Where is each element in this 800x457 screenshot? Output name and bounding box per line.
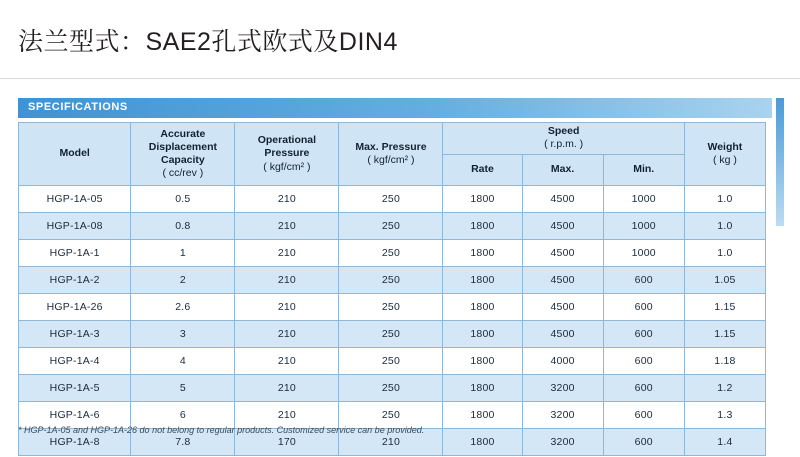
cell-displacement: 0.8 (131, 213, 235, 240)
header-model (19, 123, 131, 186)
cell-model: HGP-1A-6 (19, 402, 131, 429)
header-speed-min: Min. (603, 154, 684, 186)
cell-speed-min: 600 (603, 267, 684, 294)
cell-model: HGP-1A-3 (19, 321, 131, 348)
header-speed (443, 123, 684, 155)
cell-max-pressure: 250 (339, 321, 443, 348)
table-row (19, 240, 766, 267)
cell-model: HGP-1A-08 (19, 213, 131, 240)
cell-operational-pressure: 210 (235, 321, 339, 348)
table-row (19, 321, 766, 348)
specifications-bar (18, 98, 772, 118)
cell-displacement: 5 (131, 375, 235, 402)
cell-max-pressure: 250 (339, 240, 443, 267)
cell-weight: 1.3 (684, 402, 765, 429)
cell-speed-max: 3200 (522, 429, 603, 456)
cell-max-pressure: 250 (339, 267, 443, 294)
cell-speed-max: 4000 (522, 348, 603, 375)
footnote: * HGP-1A-05 and HGP-1A-26 do not belong to regular products. Customized service can be provided. (18, 425, 425, 435)
specifications-banner (18, 98, 778, 118)
cell-speed-max: 4500 (522, 186, 603, 213)
cell-model: HGP-1A-4 (19, 348, 131, 375)
table-row (19, 294, 766, 321)
cell-max-pressure: 250 (339, 294, 443, 321)
cell-model: HGP-1A-8 (19, 429, 131, 456)
cell-displacement: 0.5 (131, 186, 235, 213)
table-row (19, 267, 766, 294)
cell-operational-pressure: 210 (235, 348, 339, 375)
cell-displacement: 3 (131, 321, 235, 348)
page-title: 法兰型式：SAE2孔式欧式及DIN4 (18, 28, 398, 56)
cell-max-pressure: 210 (339, 429, 443, 456)
table-row (19, 375, 766, 402)
header-operational-pressure-label: Operational Pressure (257, 134, 317, 160)
cell-max-pressure: 250 (339, 375, 443, 402)
header-max-pressure (339, 123, 443, 186)
header-operational-pressure (235, 123, 339, 186)
table-header (19, 123, 766, 186)
cell-model: HGP-1A-2 (19, 267, 131, 294)
cell-speed-max: 4500 (522, 240, 603, 267)
header-weight (684, 123, 765, 186)
cell-speed-max: 3200 (522, 402, 603, 429)
cell-speed-rate: 1800 (443, 429, 522, 456)
cell-operational-pressure: 170 (235, 429, 339, 456)
cell-speed-min: 600 (603, 429, 684, 456)
cell-speed-min: 1000 (603, 213, 684, 240)
cell-weight: 1.05 (684, 267, 765, 294)
cell-operational-pressure: 210 (235, 213, 339, 240)
cell-speed-min: 600 (603, 294, 684, 321)
cell-speed-min: 1000 (603, 186, 684, 213)
cell-displacement: 2 (131, 267, 235, 294)
cell-displacement: 2.6 (131, 294, 235, 321)
cell-weight: 1.0 (684, 240, 765, 267)
cell-operational-pressure: 210 (235, 240, 339, 267)
cell-speed-rate: 1800 (443, 294, 522, 321)
header-max-pressure-label: Max. Pressure (355, 140, 427, 153)
cell-speed-rate: 1800 (443, 375, 522, 402)
table-row (19, 213, 766, 240)
cell-speed-max: 4500 (522, 321, 603, 348)
cell-operational-pressure: 210 (235, 186, 339, 213)
header-weight-label: Weight (707, 140, 743, 153)
cell-operational-pressure: 210 (235, 267, 339, 294)
cell-weight: 1.4 (684, 429, 765, 456)
side-accent-tab (776, 98, 784, 226)
cell-weight: 1.0 (684, 186, 765, 213)
cell-max-pressure: 250 (339, 213, 443, 240)
cell-speed-rate: 1800 (443, 186, 522, 213)
cell-model: HGP-1A-05 (19, 186, 131, 213)
cell-speed-max: 4500 (522, 213, 603, 240)
cell-displacement: 7.8 (131, 429, 235, 456)
cell-speed-min: 600 (603, 375, 684, 402)
cell-weight: 1.2 (684, 375, 765, 402)
header-speed-label: Speed (547, 125, 580, 138)
cell-displacement: 1 (131, 240, 235, 267)
cell-max-pressure: 250 (339, 402, 443, 429)
cell-speed-rate: 1800 (443, 240, 522, 267)
cell-speed-min: 600 (603, 402, 684, 429)
cell-model: HGP-1A-1 (19, 240, 131, 267)
cell-model: HGP-1A-26 (19, 294, 131, 321)
cell-weight: 1.15 (684, 321, 765, 348)
cell-model: HGP-1A-5 (19, 375, 131, 402)
cell-max-pressure: 250 (339, 348, 443, 375)
table-row (19, 348, 766, 375)
header-displacement (131, 123, 235, 186)
header-max-pressure-unit: ( kgf/cm² ) (367, 154, 415, 166)
cell-operational-pressure: 210 (235, 375, 339, 402)
specifications-label: SPECIFICATIONS (28, 101, 128, 113)
header-displacement-label: Accurate Displacement Capacity (148, 127, 218, 166)
table-body (19, 186, 766, 456)
header-weight-unit: ( kg ) (712, 154, 737, 166)
table-row (19, 186, 766, 213)
header-model-label: Model (59, 147, 90, 160)
cell-speed-rate: 1800 (443, 321, 522, 348)
title-divider (0, 78, 800, 79)
cell-weight: 1.0 (684, 213, 765, 240)
header-operational-pressure-unit: ( kgf/cm² ) (263, 160, 311, 173)
cell-speed-max: 4500 (522, 267, 603, 294)
cell-speed-min: 600 (603, 321, 684, 348)
cell-speed-rate: 1800 (443, 402, 522, 429)
header-row-1 (19, 123, 766, 155)
cell-speed-min: 1000 (603, 240, 684, 267)
cell-operational-pressure: 210 (235, 294, 339, 321)
header-speed-rate: Rate (443, 154, 522, 186)
cell-speed-min: 600 (603, 348, 684, 375)
cell-max-pressure: 250 (339, 186, 443, 213)
cell-speed-rate: 1800 (443, 213, 522, 240)
cell-speed-max: 4500 (522, 294, 603, 321)
cell-displacement: 6 (131, 402, 235, 429)
header-displacement-unit: ( cc/rev ) (162, 167, 204, 180)
cell-speed-max: 3200 (522, 375, 603, 402)
cell-operational-pressure: 210 (235, 402, 339, 429)
header-speed-unit: ( r.p.m. ) (544, 138, 584, 151)
header-speed-max: Max. (522, 154, 603, 186)
cell-speed-rate: 1800 (443, 267, 522, 294)
cell-speed-rate: 1800 (443, 348, 522, 375)
cell-weight: 1.18 (684, 348, 765, 375)
cell-weight: 1.15 (684, 294, 765, 321)
specifications-table (18, 122, 766, 456)
cell-displacement: 4 (131, 348, 235, 375)
